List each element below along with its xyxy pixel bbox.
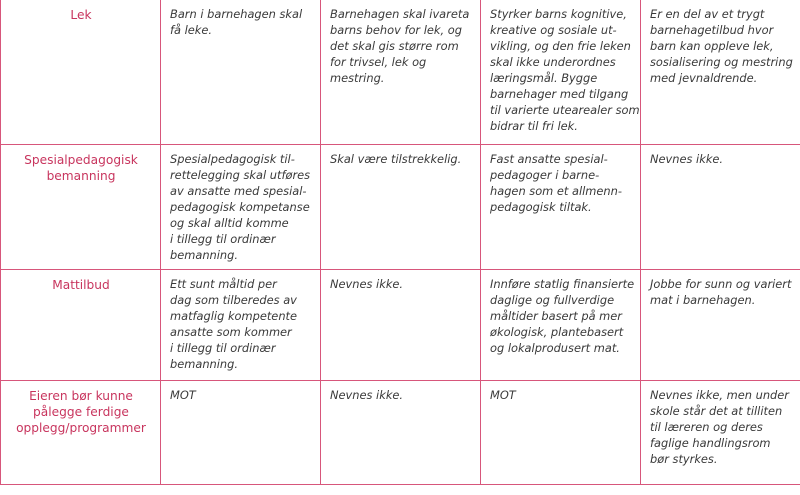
- cell-text-line: rettelegging skal utføres: [170, 168, 311, 182]
- cell-text-line: Nevnes ikke.: [650, 152, 724, 166]
- cell-text-line: Fast ansatte spesial-: [490, 152, 608, 166]
- table-cell-col-1: [161, 0, 321, 145]
- table-cell-col-4: [641, 0, 800, 145]
- cell-text-line: ansatte som kommer: [170, 325, 292, 339]
- heading-line: Lek: [70, 8, 92, 22]
- cell-text-line: Er en del av et trygt: [650, 7, 765, 21]
- table-cell-col-4: [641, 381, 800, 485]
- cell-text-line: bemanning.: [170, 248, 238, 262]
- table-cell-col-3: [481, 270, 641, 381]
- cell-text-line: bemanning.: [170, 357, 238, 371]
- cell-text-line: skal ikke underordnes: [490, 55, 616, 69]
- cell-text-line: til læreren og deres: [650, 420, 763, 434]
- cell-text-line: læringsmål. Bygge: [490, 71, 598, 85]
- table-cell-col-1: [161, 381, 321, 485]
- cell-text-line: Ett sunt måltid per: [170, 277, 277, 291]
- row-heading: [1, 270, 161, 381]
- cell-text-line: barns behov for lek, og: [330, 23, 462, 37]
- cell-text-line: barnehager med tilgang: [490, 87, 629, 101]
- cell-text-line: mestring.: [330, 71, 385, 85]
- cell-text-line: MOT: [490, 388, 516, 402]
- table-cell-col-3: [481, 0, 641, 145]
- cell-text-line: Styrker barns kognitive,: [490, 7, 627, 21]
- cell-text-line: pedagoger i barne-: [490, 168, 600, 182]
- cell-text-line: daglige og fullverdige: [490, 293, 615, 307]
- table-cell-col-2: [321, 381, 481, 485]
- row-lek: [1, 0, 800, 145]
- cell-text-line: Innføre statlig finansierte: [490, 277, 635, 291]
- cell-text-line: med jevnaldrende.: [650, 71, 758, 85]
- heading-line: Eieren bør kunne: [29, 389, 133, 403]
- cell-text-line: Nevnes ikke.: [330, 388, 404, 402]
- cell-text-line: dag som tilberedes av: [170, 293, 297, 307]
- row-heading: [1, 145, 161, 270]
- heading-line: opplegg/programmer: [16, 421, 146, 435]
- cell-text-line: av ansatte med spesial-: [170, 184, 307, 198]
- cell-text-line: kreative og sosiale ut-: [490, 23, 617, 37]
- cell-text-line: det skal gis større rom: [330, 39, 459, 53]
- cell-text-line: pedagogisk tiltak.: [490, 200, 592, 214]
- row-mattilbud: [1, 270, 800, 381]
- cell-text-line: i tillegg til ordinær: [170, 232, 276, 246]
- cell-text-line: bidrar til fri lek.: [490, 119, 578, 133]
- cell-text-line: Nevnes ikke, men under: [650, 388, 789, 402]
- table-cell-col-4: [641, 145, 800, 270]
- table-cell-col-3: [481, 145, 641, 270]
- table-cell-col-2: [321, 270, 481, 381]
- table-body: [1, 0, 800, 485]
- cell-text-line: Barn i barnehagen skal: [170, 7, 303, 21]
- cell-text-line: mat i barnehagen.: [650, 293, 756, 307]
- cell-text-line: i tillegg til ordinær: [170, 341, 276, 355]
- cell-text-line: hagen som et allmenn-: [490, 184, 622, 198]
- cell-text-line: og skal alltid komme: [170, 216, 289, 230]
- cell-text-line: Skal være tilstrekkelig.: [330, 152, 462, 166]
- cell-text-line: sosialisering og mestring: [650, 55, 793, 69]
- table-cell-col-1: [161, 145, 321, 270]
- cell-text-line: økologisk, plantebasert: [490, 325, 624, 339]
- row-heading: [1, 0, 161, 145]
- table-cell-col-2: [321, 145, 481, 270]
- heading-line: Spesialpedagogisk: [24, 153, 138, 167]
- cell-text-line: skole står det at tilliten: [650, 404, 783, 418]
- row-spesialpedagogisk-bemanning: [1, 145, 800, 270]
- table-cell-col-3: [481, 381, 641, 485]
- cell-text-line: og lokalprodusert mat.: [490, 341, 620, 355]
- cell-text-line: Barnehagen skal ivareta: [330, 7, 470, 21]
- heading-line: Mattilbud: [52, 278, 110, 292]
- cell-text-line: barn kan oppleve lek,: [650, 39, 774, 53]
- cell-text-line: bør styrkes.: [650, 452, 718, 466]
- cell-text-line: Spesialpedagogisk til-: [170, 152, 295, 166]
- cell-text-line: vikling, og den frie leken: [490, 39, 631, 53]
- cell-text-line: faglige handlingsrom: [650, 436, 771, 450]
- cell-text-line: Jobbe for sunn og variert: [650, 277, 792, 291]
- heading-line: bemanning: [46, 169, 116, 183]
- cell-text-line: Nevnes ikke.: [330, 277, 404, 291]
- cell-text-line: få leke.: [170, 23, 213, 37]
- table-cell-col-1: [161, 270, 321, 381]
- heading-line: pålegge ferdige: [33, 405, 129, 419]
- cell-text-line: til varierte utearealer som: [490, 103, 640, 117]
- cell-text-line: MOT: [170, 388, 196, 402]
- cell-text-line: barnehagetilbud hvor: [650, 23, 774, 37]
- cell-text-line: matfaglig kompetente: [170, 309, 298, 323]
- table-cell-col-2: [321, 0, 481, 145]
- cell-text-line: måltider basert på mer: [490, 309, 622, 323]
- cell-text-line: pedagogisk kompetanse: [170, 200, 310, 214]
- row-heading: [1, 381, 161, 485]
- row-eieren-programmer: [1, 381, 800, 485]
- table-cell-col-4: [641, 270, 800, 381]
- cell-text-line: for trivsel, lek og: [330, 55, 427, 69]
